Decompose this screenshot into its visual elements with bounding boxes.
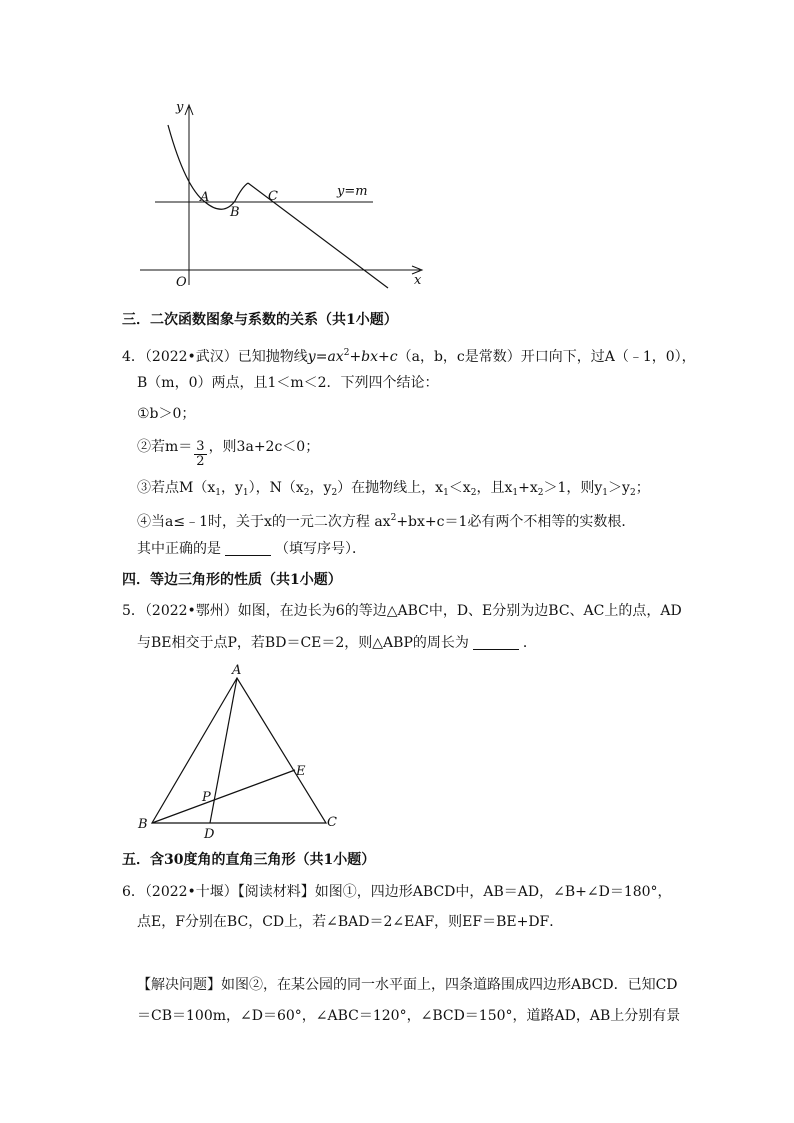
q4-text-post: （a，b，c是常数）开口向下，过A（﹣1，0），	[397, 349, 696, 365]
q4-formula-rest: +bx+c	[349, 349, 398, 365]
q4-text: 4．（2022•武汉）已知抛物线	[122, 349, 308, 365]
q4-conclusion-2	[137, 437, 319, 469]
c3-t: ＞y	[608, 480, 630, 496]
section5-title: 五．含30度角的直角三角形（共1小题）	[122, 852, 376, 868]
triangle-abc	[152, 678, 326, 823]
fraction-num: 3	[196, 439, 205, 454]
c4-sq: 2	[390, 513, 397, 523]
triangle-figure	[130, 660, 350, 842]
point-a-label: A	[200, 190, 210, 205]
c3-sub: 1	[602, 488, 609, 498]
q4-formula-ax: ax	[327, 349, 344, 365]
q4-conclusion-1: ①b＞0；	[137, 406, 196, 422]
q5-line1: 5．（2022•鄂州）如图，在边长为6的等边△ABC中，D、E分别为边BC、AC上的点，AD	[122, 603, 682, 619]
q4-formula-y: y	[307, 349, 316, 365]
c3-sub: 2	[303, 488, 310, 498]
c3-sub: 2	[629, 488, 636, 498]
section4-title: 四．等边三角形的性质（共1小题）	[122, 572, 342, 588]
c3-t: ），N（x	[248, 480, 304, 496]
answer-blank	[225, 541, 271, 556]
c3-t: ＞1，则y	[543, 480, 603, 496]
c3-t: ，y	[309, 480, 332, 496]
q6-line4: ＝CB＝100m，∠D＝60°，∠ABC＝120°，∠BCD＝150°，道路AD，AB上分别有景	[137, 1008, 681, 1024]
q4-line1	[122, 343, 696, 367]
q4-formula-sq: 2	[343, 348, 350, 358]
point-e-label: E	[296, 764, 306, 779]
c3-sub: 2	[470, 488, 477, 498]
c3-t: ；	[635, 480, 650, 496]
q6-line1: 6．（2022•十堰）【阅读材料】如图①，四边形ABCD中，AB＝AD，∠B+∠D＝180°，	[122, 884, 672, 900]
y-axis-label: y	[176, 100, 184, 115]
fraction-den: 2	[196, 454, 205, 469]
point-d-label: D	[204, 827, 215, 842]
segment-be	[152, 770, 295, 823]
q5-blank	[473, 635, 519, 650]
x-axis-label: x	[414, 273, 422, 288]
c4-post: +bx+c＝1必有两个不相等的实数根．	[396, 514, 636, 530]
vertex-c-label: C	[327, 815, 337, 830]
q5-text-post: ．	[522, 635, 537, 651]
c3-t: ）在抛物线上，x	[337, 480, 444, 496]
point-b-label: B	[230, 205, 240, 220]
answer-post: （填写序号）．	[275, 541, 366, 557]
line-y-m-label: y=m	[337, 184, 368, 199]
c3-sub: 2	[537, 488, 544, 498]
c3-t: ③若点M（x	[137, 480, 216, 496]
c2-post: ，则3a+2c＜0；	[208, 439, 320, 455]
q4-formula-eq: =	[315, 349, 328, 365]
fraction-3-2	[194, 440, 206, 469]
parabola-graph	[130, 95, 440, 295]
c2-pre: ②若m＝	[137, 439, 193, 455]
q4-conclusion-3	[137, 478, 650, 503]
q5-text: 与BE相交于点P，若BD＝CE＝2，则△ABP的周长为	[137, 635, 469, 651]
vertex-b-label: B	[138, 817, 148, 832]
vertex-a-label: A	[232, 663, 242, 678]
c4-pre: ④当a≤﹣1时，关于x的一元二次方程 ax	[137, 514, 391, 530]
point-c-label: C	[268, 189, 278, 204]
c3-t: +x	[518, 480, 538, 496]
q4-conclusion-4	[137, 508, 635, 532]
c3-t: ＜x	[448, 480, 471, 496]
c3-sub: 2	[331, 488, 338, 498]
point-p-label: P	[202, 790, 211, 805]
q6-line3: 【解决问题】如图②，在某公园的同一水平面上，四条道路围成四边形ABCD．已知CD	[137, 977, 678, 993]
c3-t: ，y	[220, 480, 243, 496]
c3-sub: 1	[512, 488, 519, 498]
answer-pre: 其中正确的是	[137, 541, 221, 557]
c3-sub: 1	[215, 488, 221, 498]
c3-sub: 1	[242, 488, 249, 498]
q6-line2: 点E，F分别在BC，CD上，若∠BAD＝2∠EAF，则EF＝BE+DF．	[137, 914, 564, 930]
segment-ad	[210, 678, 237, 823]
origin-label: O	[176, 275, 187, 290]
c3-t: ，且x	[476, 480, 513, 496]
c3-sub: 1	[443, 488, 449, 498]
q5-line2	[137, 633, 537, 653]
section3-title: 三．二次函数图象与系数的关系（共1小题）	[122, 312, 398, 328]
q4-answer-line	[137, 539, 366, 559]
q4-line2: B（m，0）两点，且1＜m＜2．下列四个结论：	[137, 375, 439, 391]
